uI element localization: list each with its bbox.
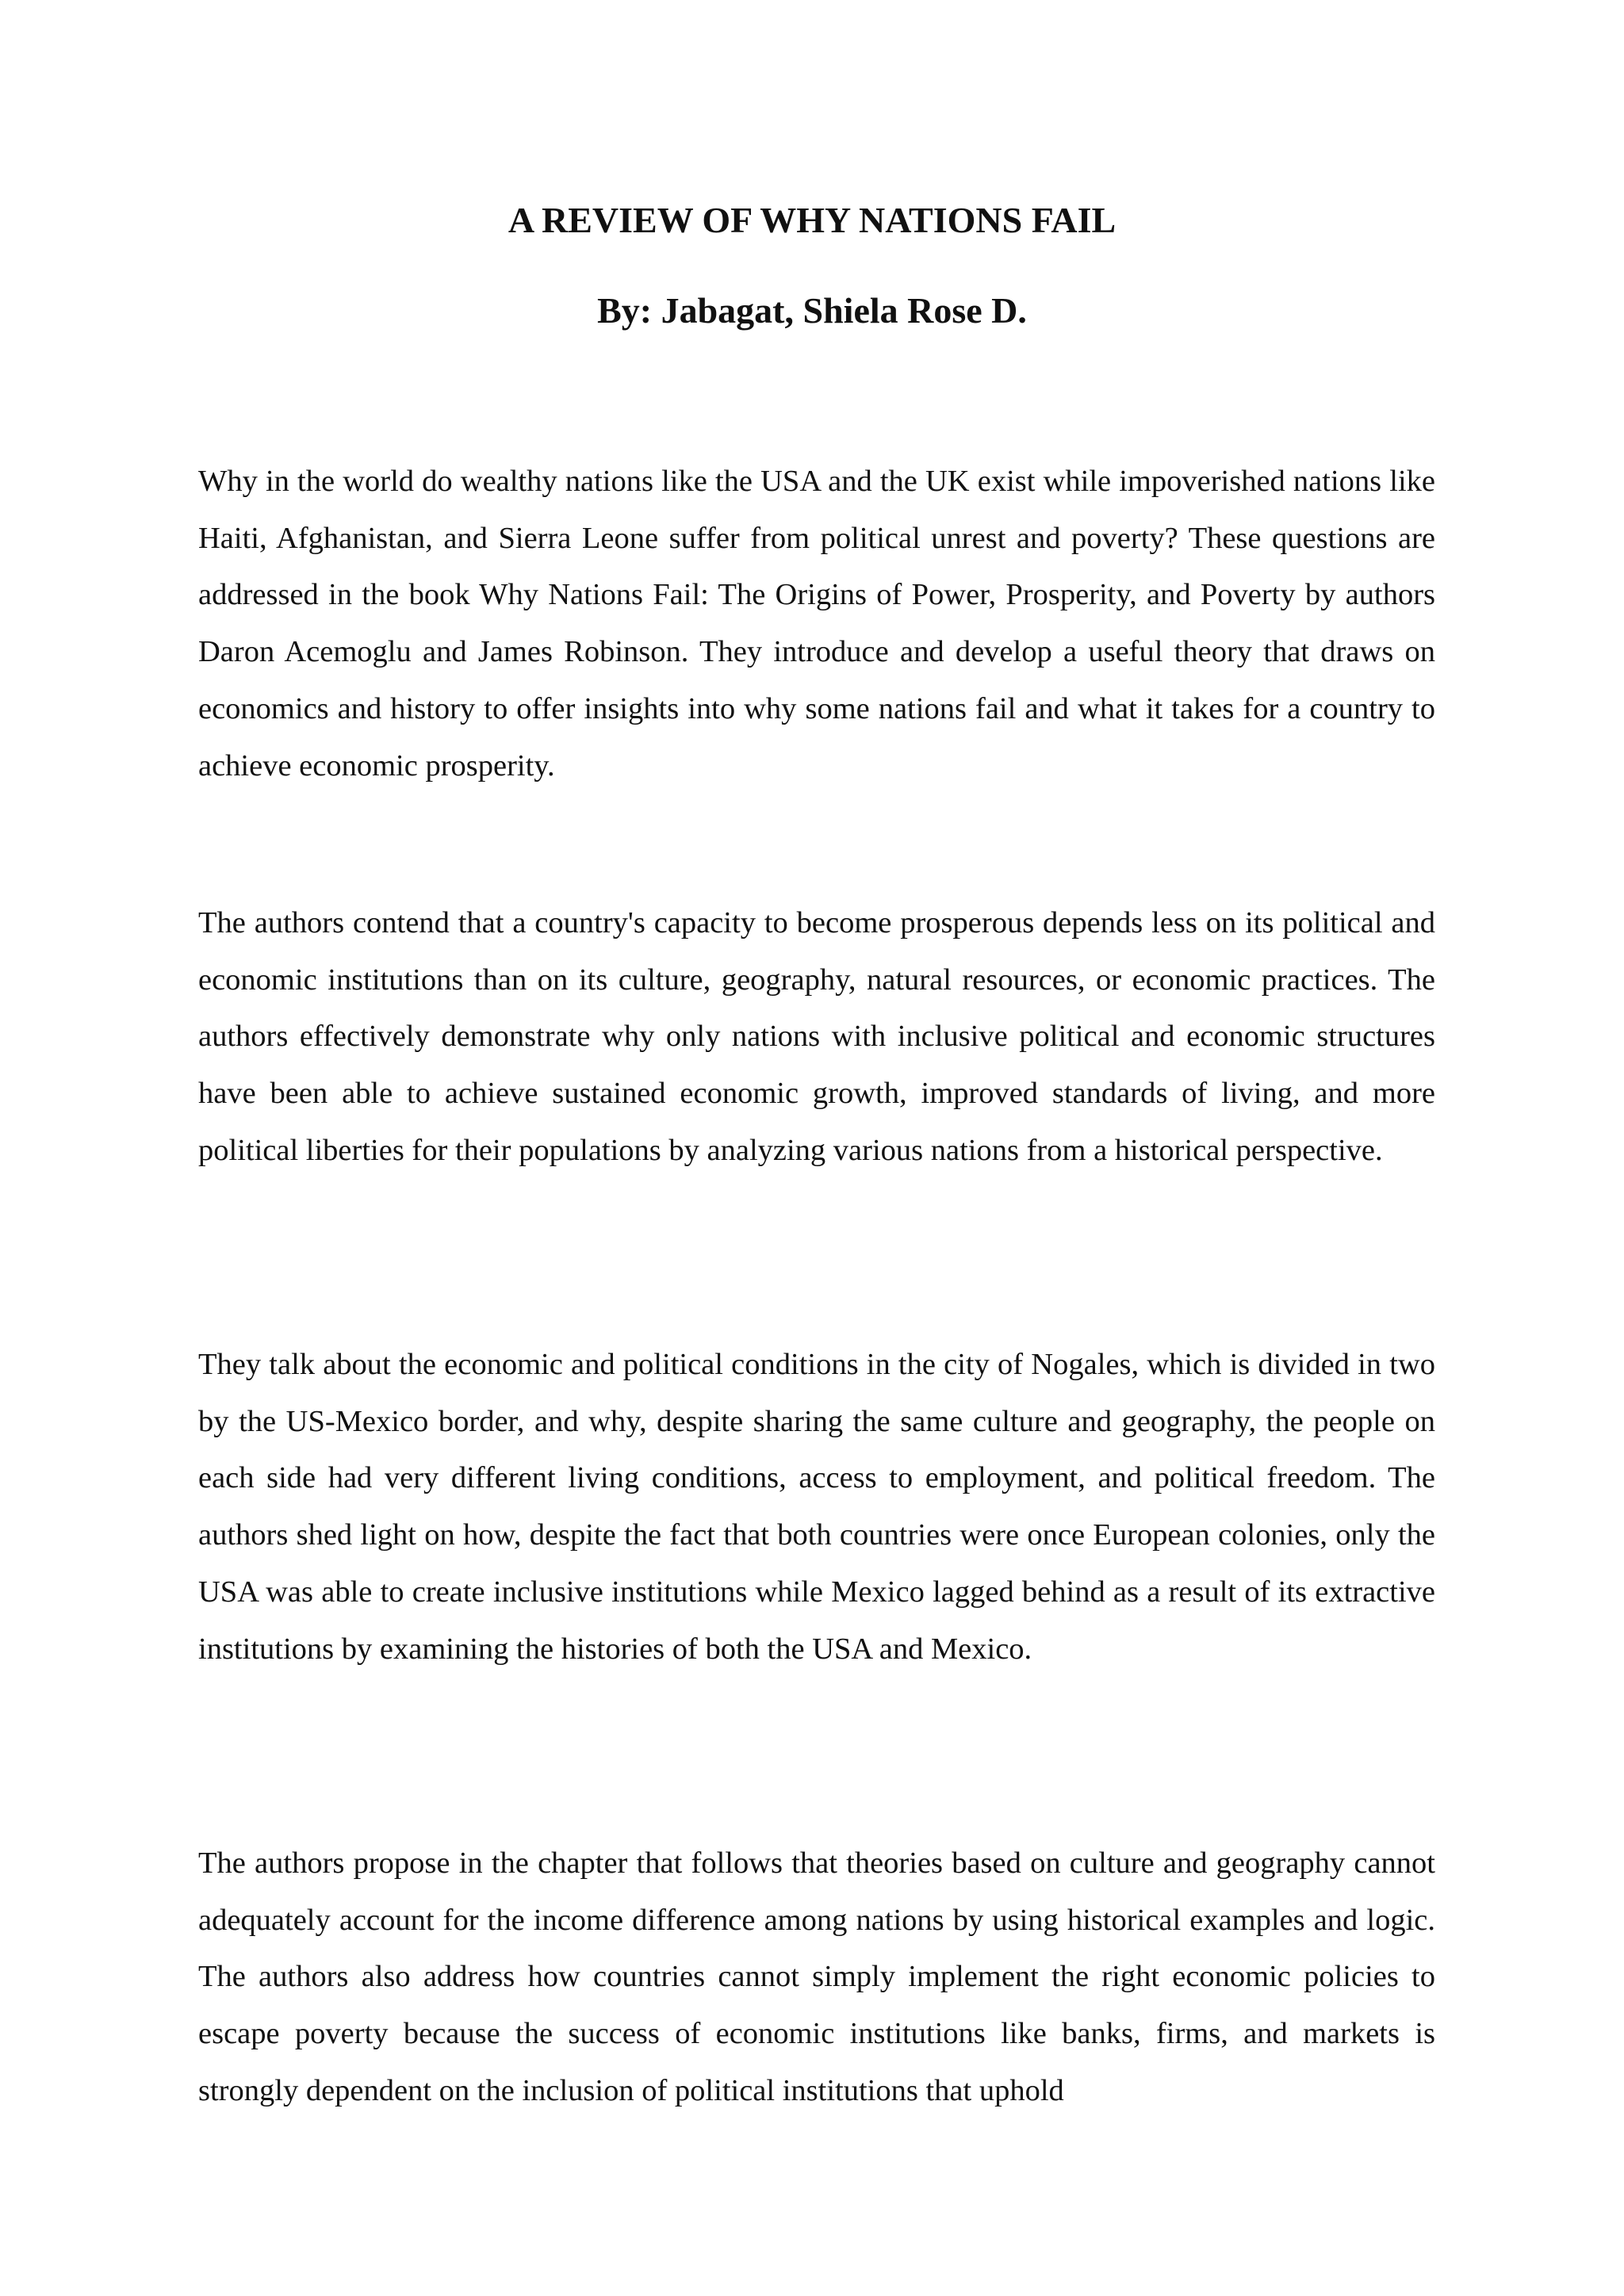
paragraph-1: Why in the world do wealthy nations like the USA and the UK exist while impoverished nations like Haiti, Afghanistan, and Sierra Leone suffer from political unrest and poverty? These questions are addressed in the book Why Nations Fail: The Origins of Power, Prosperity, and Poverty by authors Daron Acemoglu and James Robinson. They introduce and develop a useful theory that draws on economics and history to offer insights into why some nations fail and what it takes for a country to achieve economic prosperity. (198, 465, 1435, 783)
document-title: A REVIEW OF WHY NATIONS FAIL (508, 200, 1116, 240)
paragraph-4: The authors propose in the chapter that follows that theories based on culture and geography cannot adequately account for the income difference among nations by using historical examples and logic. The authors also address how countries cannot simply implement the right economic policies to escape poverty because the success of economic institutions like banks, firms, and markets is strongly dependent on the inclusion of political institutions that uphold (198, 1846, 1435, 2107)
paragraph-3: They talk about the economic and political conditions in the city of Nogales, which is divided in two by the US-Mexico border, and why, despite sharing the same culture and geography, the people on each side had very different living conditions, access to employment, and political freedom. The authors shed light on how, despite the fact that both countries were once European colonies, only the USA was able to create inclusive institutions while Mexico lagged behind as a result of its extractive institutions by examining the histories of both the USA and Mexico. (198, 1348, 1435, 1666)
paragraph-2: The authors contend that a country's capacity to become prosperous depends less on its political and economic institutions than on its culture, geography, natural resources, or economic practices. The authors effectively demonstrate why only nations with inclusive political and economic structures have been able to achieve sustained economic growth, improved standards of living, and more political liberties for their populations by analyzing various nations from a historical perspective. (198, 906, 1435, 1167)
author-line: By: Jabagat, Shiela Rose D. (597, 290, 1027, 331)
